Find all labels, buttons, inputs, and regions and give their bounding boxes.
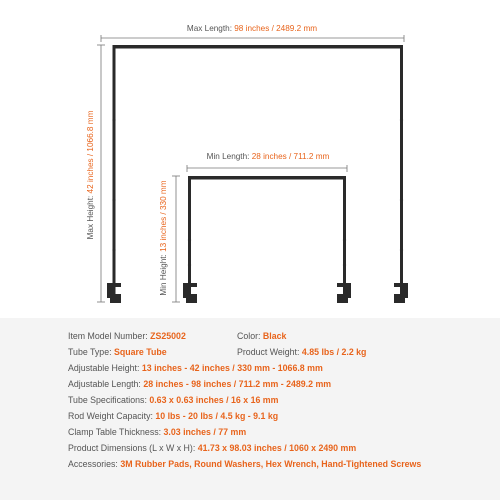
max-height-dimension bbox=[86, 45, 105, 302]
max-length-dimension bbox=[101, 24, 404, 42]
spec-tube-specifications: Tube Specifications: 0.63 x 0.63 inches / 16 x 16 mm bbox=[68, 395, 279, 405]
spec-accessories: Accessories: 3M Rubber Pads, Round Washers, Hex Wrench, Hand-Tightened Screws bbox=[68, 459, 422, 469]
min-length-dimension bbox=[187, 152, 347, 172]
max-height-label: Max Height: 42 inches / 1066.8 mm bbox=[86, 110, 95, 240]
min-length-label: Min Length: 28 inches / 711.2 mm bbox=[206, 152, 330, 161]
spec-color: Color: Black bbox=[237, 331, 287, 341]
spec-item-model: Item Model Number: ZS25002 bbox=[68, 331, 186, 341]
spec-rod-weight-capacity: Rod Weight Capacity: 10 lbs - 20 lbs / 4.5 kg - 9.1 kg bbox=[68, 411, 279, 421]
spec-adjustable-length: Adjustable Length: 28 inches - 98 inches / 711.2 mm - 2489.2 mm bbox=[68, 379, 332, 389]
specifications-panel bbox=[0, 318, 500, 500]
min-height-label: Min Height: 13 inches / 330 mm bbox=[159, 180, 168, 296]
spec-tube-type: Tube Type: Square Tube bbox=[68, 347, 167, 357]
spec-product-dimensions: Product Dimensions (L x W x H): 41.73 x 98.03 inches / 1060 x 2490 mm bbox=[68, 443, 357, 453]
max-length-label: Max Length: 98 inches / 2489.2 mm bbox=[186, 24, 318, 33]
large-frame bbox=[107, 45, 408, 303]
spec-clamp-thickness: Clamp Table Thickness: 3.03 inches / 77 mm bbox=[68, 427, 247, 437]
small-frame bbox=[183, 176, 351, 303]
spec-product-weight: Product Weight: 4.85 lbs / 2.2 kg bbox=[237, 347, 367, 357]
min-height-dimension bbox=[159, 176, 180, 302]
spec-adjustable-height: Adjustable Height: 13 inches - 42 inches / 330 mm - 1066.8 mm bbox=[68, 363, 323, 373]
